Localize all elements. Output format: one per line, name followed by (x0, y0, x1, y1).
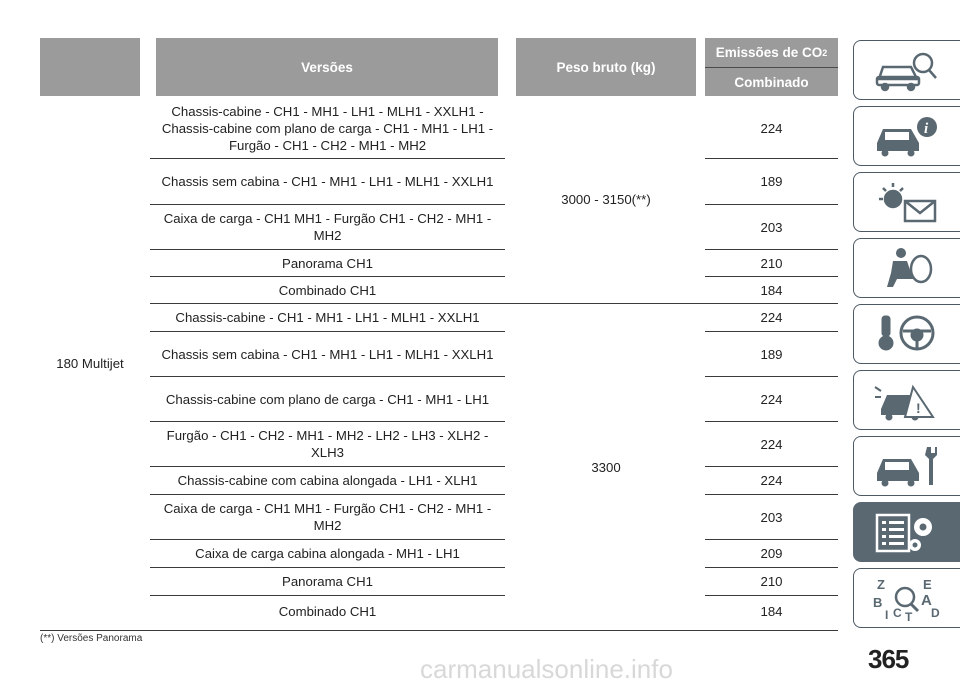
table-row-co2: 224 (760, 310, 783, 325)
table-row-versao: Panorama CH1 (282, 574, 373, 589)
alphabetical-index-icon (871, 575, 943, 621)
svg-text:i: i (924, 121, 929, 137)
table-row-versao: Caixa de carga - CH1 MH1 - Furgão CH1 - CH2 - MH1 - MH2 (163, 211, 492, 243)
table-row-co2: 184 (760, 603, 783, 619)
svg-text:D: D (931, 606, 940, 620)
table-row-versao: Chassis sem cabina - CH1 - MH1 - LH1 - MLH1 - XXLH1 (161, 173, 494, 189)
table-row-co2: 189 (760, 346, 783, 362)
svg-text:B: B (873, 595, 883, 610)
watermark: carmanualsonline.info (420, 654, 673, 684)
table-row-versao: Caixa de carga cabina alongada - MH1 - LH1 (195, 546, 460, 561)
table-bottom-rule (40, 630, 838, 631)
table-row-co2: 189 (760, 173, 783, 189)
svg-text:I: I (885, 608, 889, 621)
table-row-versao: Chassis-cabine com cabina alongada - LH1 - XLH1 (177, 473, 478, 488)
tab-car-info[interactable] (853, 106, 960, 166)
svg-text:A: A (921, 592, 932, 609)
technical-data-gears-icon (871, 509, 943, 555)
engine-label: 180 Multijet (56, 356, 124, 371)
tab-index[interactable] (853, 568, 960, 628)
table-row-versao: Combinado CH1 (278, 603, 377, 619)
car-service-wrench-icon (871, 443, 943, 489)
table-row-co2: 224 (760, 436, 783, 452)
table-row-co2: 224 (760, 391, 783, 407)
table-row-versao: Chassis-cabine - CH1 - MH1 - LH1 - MLH1 - XXLH1 (175, 310, 480, 325)
header-versoes: Versões (156, 38, 498, 96)
tab-emergency[interactable] (853, 370, 960, 430)
tab-maintenance[interactable] (853, 436, 960, 496)
table-row-co2: 224 (760, 120, 783, 136)
table-row-co2: 184 (760, 282, 783, 298)
table-row-versao: Panorama CH1 (282, 255, 373, 271)
tab-car-search[interactable] (853, 40, 960, 100)
car-search-icon (871, 47, 943, 93)
table-row-co2: 203 (760, 219, 783, 235)
tab-warning-lights[interactable] (853, 172, 960, 232)
tab-safety[interactable] (853, 238, 960, 298)
svg-text:!: ! (916, 400, 921, 416)
svg-text:Z: Z (877, 577, 885, 592)
footnote: (**) Versões Panorama (40, 633, 143, 644)
header-emissoes (705, 38, 838, 67)
svg-text:T: T (905, 610, 913, 621)
car-info-icon (871, 113, 943, 159)
steering-key-icon (871, 311, 943, 357)
table-row-co2: 224 (760, 473, 783, 488)
table-row-versao: Furgão - CH1 - CH2 - MH1 - MH2 - LH2 - LH3 - XLH2 - XLH3 (166, 428, 489, 460)
header-emissoes-text: Emissões de CO (715, 45, 823, 60)
tab-driving[interactable] (853, 304, 960, 364)
peso-group-2: 3300 (591, 460, 621, 475)
table-row-co2: 210 (760, 255, 783, 271)
table-row-co2: 209 (760, 546, 783, 561)
table-row-versao: Chassis-cabine com plano de carga - CH1 - MH1 - LH1 (165, 391, 490, 407)
svg-text:C: C (893, 606, 902, 620)
svg-text:E: E (923, 577, 932, 592)
header-blank-cell (40, 38, 140, 96)
table-row-versao: Chassis sem cabina - CH1 - MH1 - LH1 - MLH1 - XXLH1 (161, 346, 494, 362)
table-row-versao: Combinado CH1 (278, 282, 377, 298)
seatbelt-airbag-icon (871, 245, 943, 291)
car-accident-icon (871, 377, 943, 423)
header-combinado: Combinado (705, 68, 838, 96)
header-peso-bruto: Peso bruto (kg) (516, 38, 696, 96)
header-emissoes-sub: 2 (822, 47, 828, 58)
peso-group-1: 3000 - 3150(**) (561, 192, 651, 207)
table-row-versao: Caixa de carga - CH1 MH1 - Furgão CH1 - CH2 - MH1 - MH2 (163, 501, 492, 533)
table-row-co2: 210 (760, 574, 783, 589)
tab-technical-data[interactable] (853, 502, 960, 562)
table-row-versao: Chassis-cabine - CH1 - MH1 - LH1 - MLH1 - XXLH1 - Chassis-cabine com plano de carga - CH1 - MH1 - LH1 - Furgão - CH1 - CH2 - MH1 - MH2 (161, 103, 494, 153)
warning-light-message-icon (871, 179, 943, 225)
table-row-co2: 203 (760, 509, 783, 525)
page-number: 365 (868, 644, 909, 674)
